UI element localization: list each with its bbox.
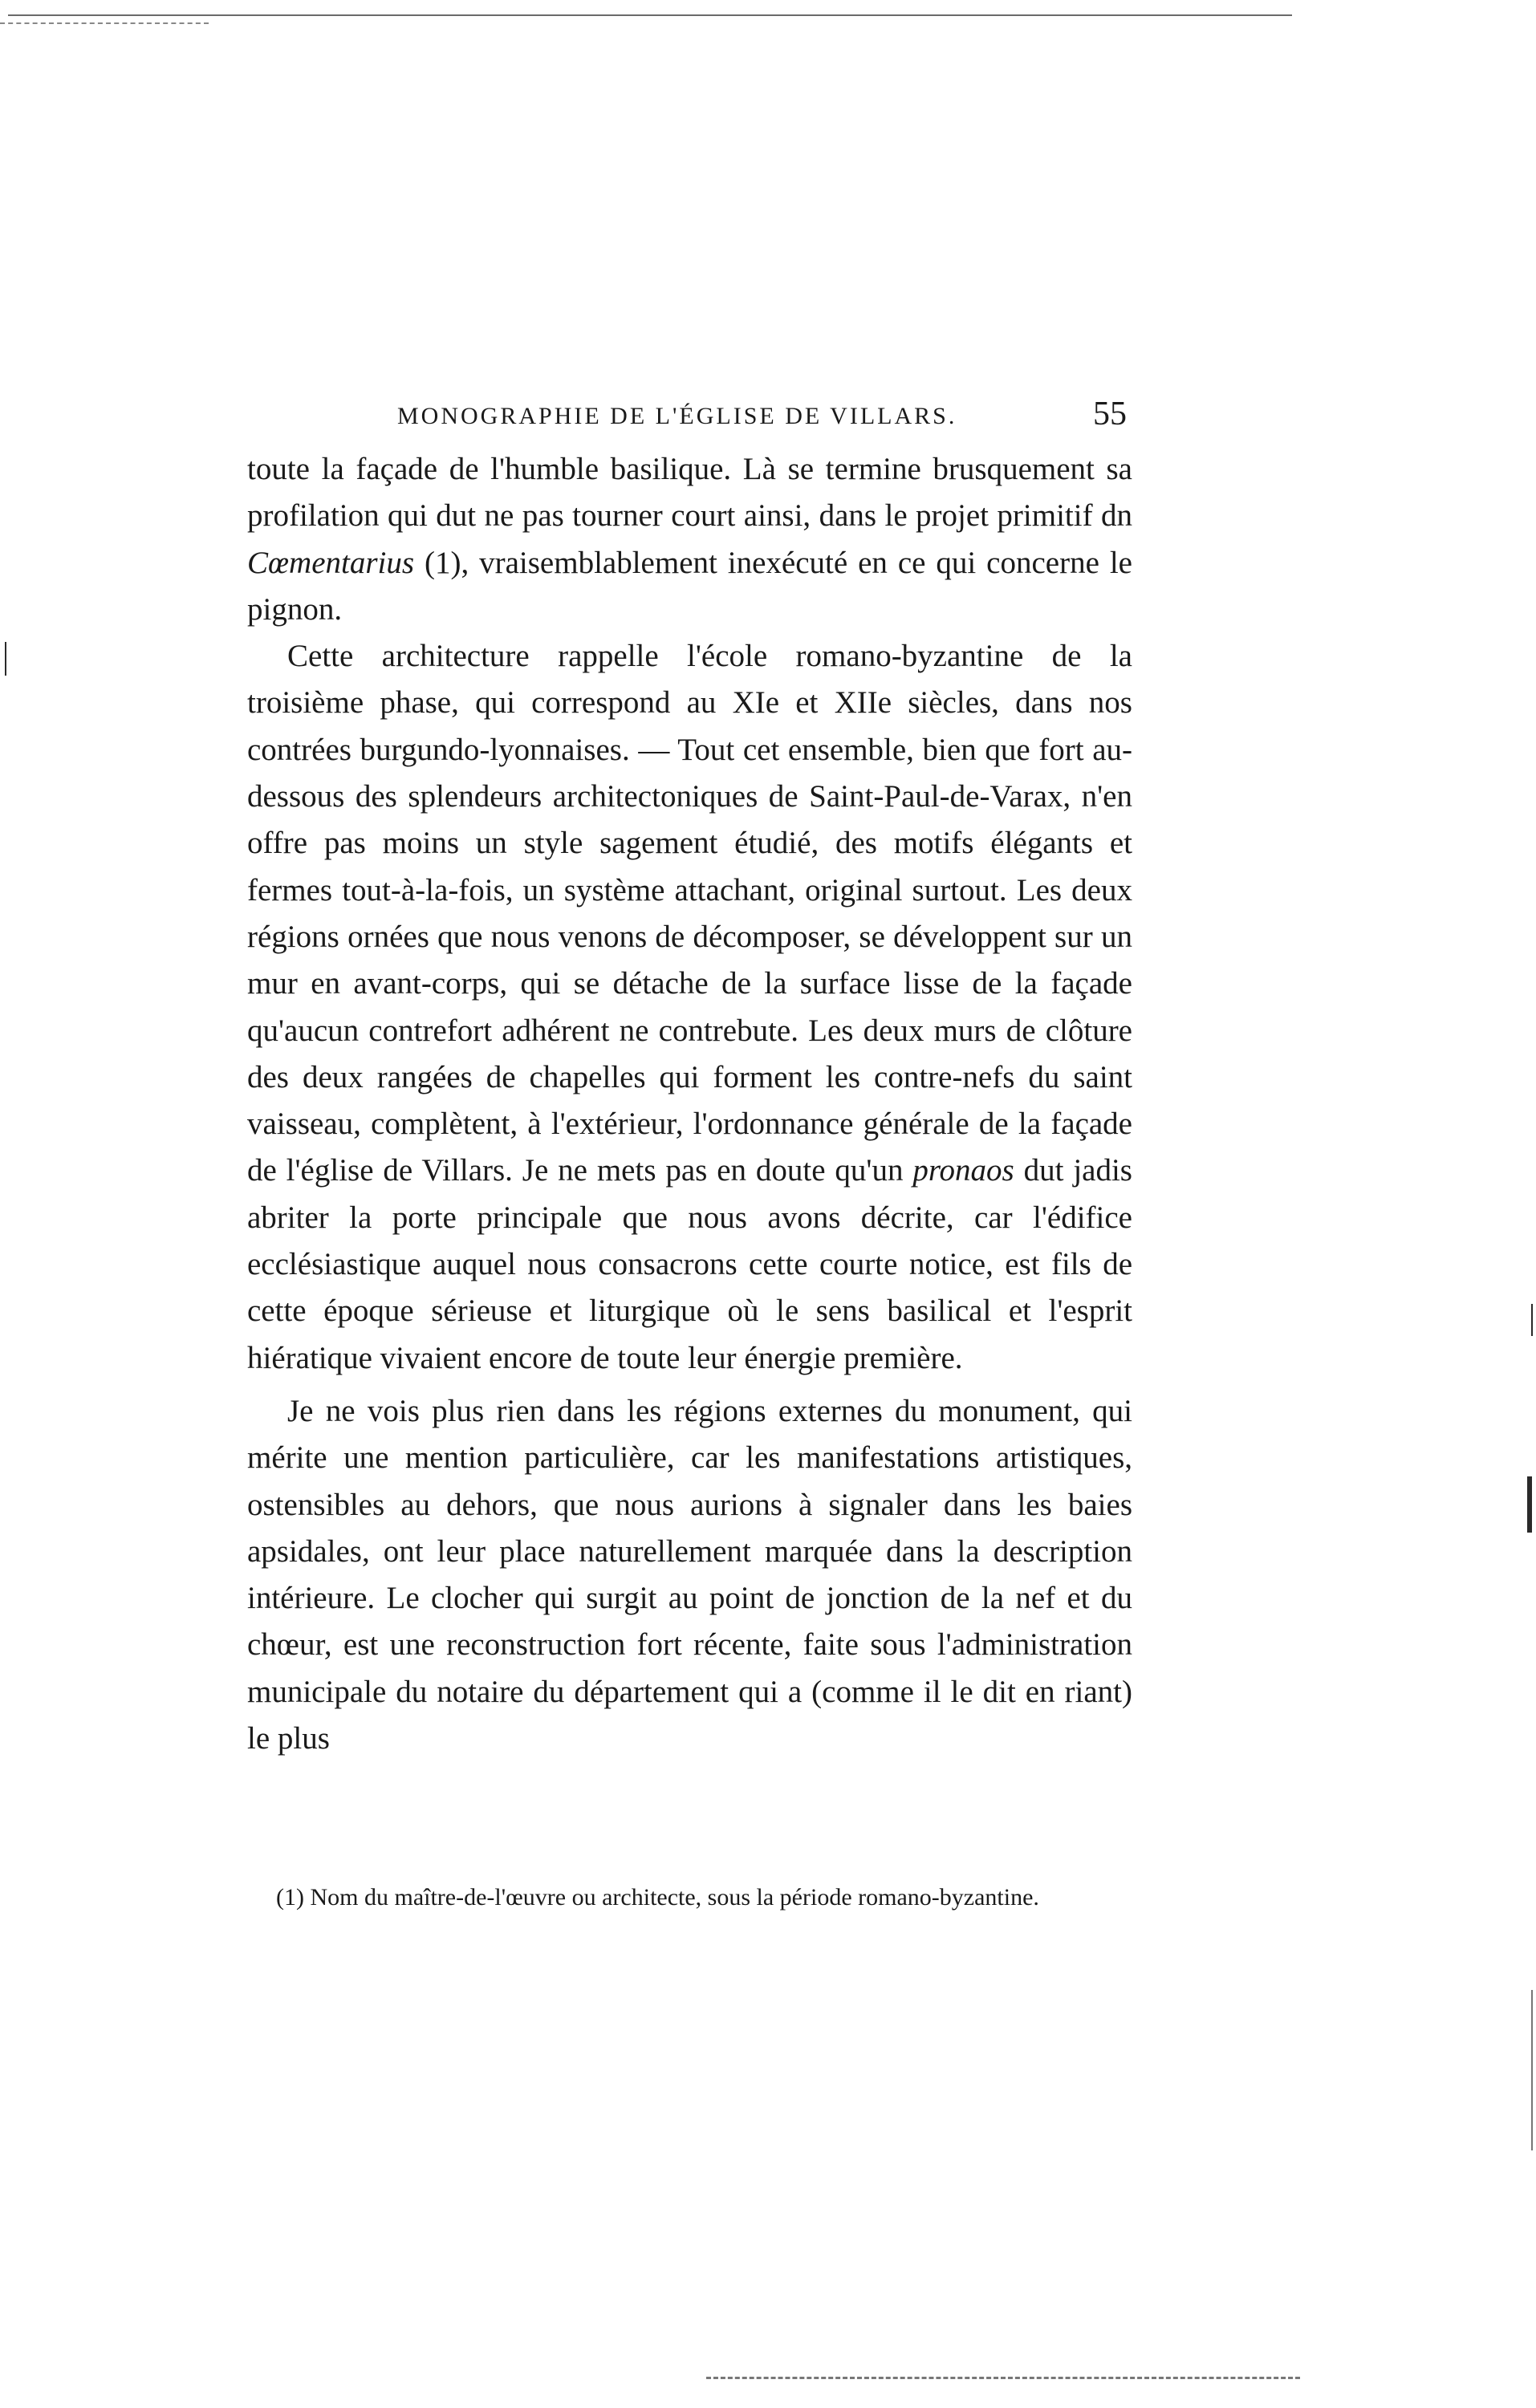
paragraph-3 bbox=[247, 1388, 1132, 1762]
page-number: 55 bbox=[1093, 396, 1127, 432]
paragraph-1-text-a: toute la façade de l'humble basilique. Là se termine brusquement sa profilation qui dut ne pas tourner court ainsi, dans le projet primitif dn bbox=[247, 452, 1132, 534]
scan-edge-mark-left bbox=[5, 642, 6, 676]
scan-edge-mark-right-2 bbox=[1527, 1476, 1532, 1533]
paragraph-1-italic: Cœmentarius bbox=[247, 545, 415, 580]
scan-dash-top bbox=[0, 22, 209, 24]
running-title: MONOGRAPHIE DE L'ÉGLISE DE VILLARS. bbox=[397, 403, 957, 429]
paragraph-1-text-b: (1), vraisemblablement inexécuté en ce qui concerne le pignon. bbox=[247, 545, 1132, 627]
body-text bbox=[247, 446, 1132, 1762]
running-head bbox=[397, 396, 1132, 435]
paragraph-2-text-a: Cette architecture rappelle l'école romano-byzantine de la troisième phase, qui correspond au XIe et XIIe siècles, dans nos contrées burgundo-lyonnaises. — Tout cet ensemble, bien que fort au-dessous des splendeurs architectoniques de Saint-Paul-de-Varax, n'en offre pas moins un style sagement étudié, des motifs élégants et fermes tout-à-la-fois, un système attachant, original surtout. Les deux régions ornées que nous venons de décomposer, se développent sur un mur en avant-corps, qui se détache de la surface lisse de la façade qu'aucun contrefort adhérent ne contrebute. Les deux murs de clôture des deux rangées de chapelles qui forment les contre-nefs du saint vaisseau, complètent, à l'extérieur, l'ordonnance générale de la façade de l'église de Villars. Je ne mets pas en doute qu'un bbox=[247, 639, 1132, 1188]
paragraph-1 bbox=[247, 446, 1132, 633]
scan-edge-mark-right-3 bbox=[1531, 1990, 1533, 2150]
footnote-text: (1) Nom du maître-de-l'œuvre ou architecte, sous la période romano-byzantine. bbox=[276, 1884, 1039, 1911]
paragraph-2-italic: pronaos bbox=[912, 1153, 1014, 1188]
paragraph-2-text-b: dut jadis abriter la porte principale que nous avons décrite, car l'édifice ecclésiastique auquel nous consacrons cette courte notice, est fils de cette époque sérieuse et liturgique où le sens basilical et l'esprit hiératique vivaient encore de toute leur énergie première. bbox=[247, 1153, 1132, 1375]
paragraph-2 bbox=[247, 633, 1132, 1382]
footnote bbox=[250, 1874, 1133, 1921]
scan-border-top bbox=[8, 14, 1292, 16]
paragraph-3-text: Je ne vois plus rien dans les régions externes du monument, qui mérite une mention particulière, car les manifestations artistiques, ostensibles au dehors, que nous aurions à signaler dans les baies apsidales, ont leur place naturellement marquée dans la description intérieure. Le clocher qui surgit au point de jonction de la nef et du chœur, est une reconstruction fort récente, faite sous l'administration municipale du notaire du département qui a (comme il le dit en riant) le plus bbox=[247, 1393, 1132, 1756]
scan-edge-mark-right-1 bbox=[1531, 1304, 1533, 1336]
scan-dash-bottom bbox=[706, 2377, 1300, 2379]
